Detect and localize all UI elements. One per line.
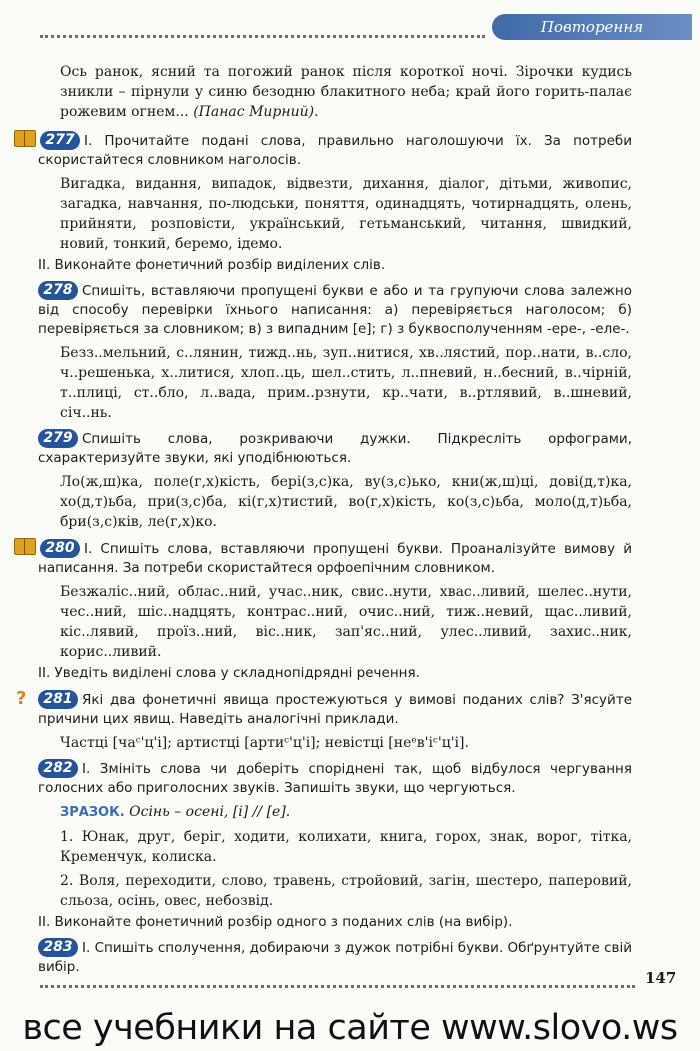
- task-281: [16, 688, 632, 753]
- question-icon: ?: [16, 688, 27, 709]
- quote: [38, 62, 632, 122]
- page-content: [16, 62, 632, 977]
- quote-text: Ось ранок, ясний та погожий ранок після короткої ночі. Зірочки кудись зникли – пірнули у синю безодню блакитного неба; край його горить-палає рожевим огнем...: [60, 64, 632, 120]
- task-number: 279: [38, 429, 78, 448]
- footer-dotted-rule: [40, 985, 635, 988]
- task-number: 282: [38, 759, 78, 778]
- task-sub: ІІ. Уведіть виділені слова у складнопідрядні речення.: [38, 665, 420, 681]
- book-icon: [14, 130, 36, 147]
- word-list: Ло(ж,ш)ка, поле(г,х)кість, бері(з,с)ка, ву(з,с)ько, кни(ж,ш)ці, дові(д,т)ка, хо(д,т)ьба, при(з,с)ба, кі(г,х)тистий, во(г,х)кість, ко(з,с)ьба, моло(д,т)ьба, бри(з,с)ків, ле(г,х)ко.: [60, 474, 632, 530]
- task-text: І. Спишіть сполучення, добираючи з дужок потрібні букви. Обґрунтуйте свій вибір.: [38, 940, 632, 975]
- task-282: [38, 759, 632, 932]
- example-label: ЗРАЗОК.: [60, 805, 125, 820]
- task-number: 283: [38, 938, 78, 957]
- example: [38, 802, 632, 823]
- page-number: 147: [645, 969, 677, 987]
- header-dotted-rule: [40, 35, 485, 38]
- task-text: Які два фонетичні явища простежуються у вимові поданих слів? З'ясуйте причини цих явищ. Наведіть аналогічні приклади.: [38, 692, 632, 727]
- word-list-1: 1. Юнак, друг, беріг, ходити, колихати, книга, горох, знак, ворог, тітка, Кременчук, колиска.: [60, 829, 632, 865]
- task-text: Спишіть слова, розкриваючи дужки. Підкресліть орфограми, схарактеризуйте звуки, які уподібнюються.: [38, 431, 632, 466]
- task-number: 281: [38, 690, 78, 709]
- task-number: 278: [38, 281, 78, 300]
- section-tab: Повторення: [492, 14, 692, 40]
- word-list: Безз..мельний, с..лянин, тижд..нь, зуп..нитися, хв..лястий, пор..нати, в..сло, ч..решенька, х..литися, хлоп..ць, шел..стить, л..пневий, н..бесний, в..чірній, т..плиці, ст..бло, л..вада, прим..рзнути, кр..чати, в..ртлявий, в..шневий, січ..нь.: [60, 345, 632, 421]
- word-list-2: 2. Воля, переходити, слово, травень, стройовий, загін, шестеро, паперовий, сльоза, осінь, овес, небозвід.: [60, 873, 632, 909]
- example-text: Осінь – осені, [і] // [е].: [129, 804, 291, 820]
- task-text: Спишіть, вставляючи пропущені букви е або и та групуючи слова залежно від способу перевірки їхнього написання: а) перевіряється наголосом; б) перевіряється за словником; в) з випадним [е]; г) з буквосполученням -ере-, -еле-.: [38, 283, 632, 337]
- task-text: І. Спишіть слова, вставляючи пропущені букви. Проаналізуйте вимову й написання. За потреби скористайтеся орфоепічним словником.: [38, 541, 632, 576]
- task-280: [38, 538, 632, 683]
- task-283: [38, 938, 632, 977]
- quote-author: (Панас Мирний).: [193, 104, 319, 120]
- task-text: І. Прочитайте подані слова, правильно наголошуючи їх. За потреби скористайтеся словником наголосів.: [38, 133, 632, 168]
- task-number: 277: [40, 131, 80, 150]
- book-icon: [14, 538, 36, 555]
- task-number: 280: [40, 539, 80, 558]
- task-sub: ІІ. Виконайте фонетичний розбір одного з поданих слів (на вибір).: [38, 914, 513, 930]
- task-sub: ІІ. Виконайте фонетичний розбір виділених слів.: [38, 257, 386, 273]
- transcription-list: Частці [чаᶜ'ц'і]; артистці [артиᶜ'ц'і]; невістці [неᵉв'іᶜ'ц'і].: [60, 735, 469, 751]
- task-text: І. Змініть слова чи доберіть споріднені так, щоб відбулося чергування голосних або приголосних звуків. Запишіть звуки, що чергуються.: [38, 761, 632, 796]
- task-278: [38, 281, 632, 423]
- task-277: [38, 130, 632, 275]
- watermark-text: все учебники на сайте www.slovo.ws: [22, 1008, 678, 1048]
- word-list: Безжаліс..ний, облас..ний, учас..ник, свис..нути, хвас..ливий, шелес..нути, чес..ний, шіс..надцять, контрас..ний, очис..ний, тиж..невий, щас..ливий, кіс..лявий, проїз..ний, віс..ник, зап'яс..ний, улес..ливий, захис..ник, корис..ливий.: [60, 584, 632, 660]
- word-list: Вигадка, видання, випадок, відвезти, дихання, діалог, дітьми, живопис, загадка, навчання, по-людськи, поняття, одинадцять, чотирнадцять, олень, прийняти, розповісти, український, гетьманський, читання, швидкий, новий, тонкий, беремо, ідемо.: [60, 176, 632, 252]
- task-279: [38, 429, 632, 532]
